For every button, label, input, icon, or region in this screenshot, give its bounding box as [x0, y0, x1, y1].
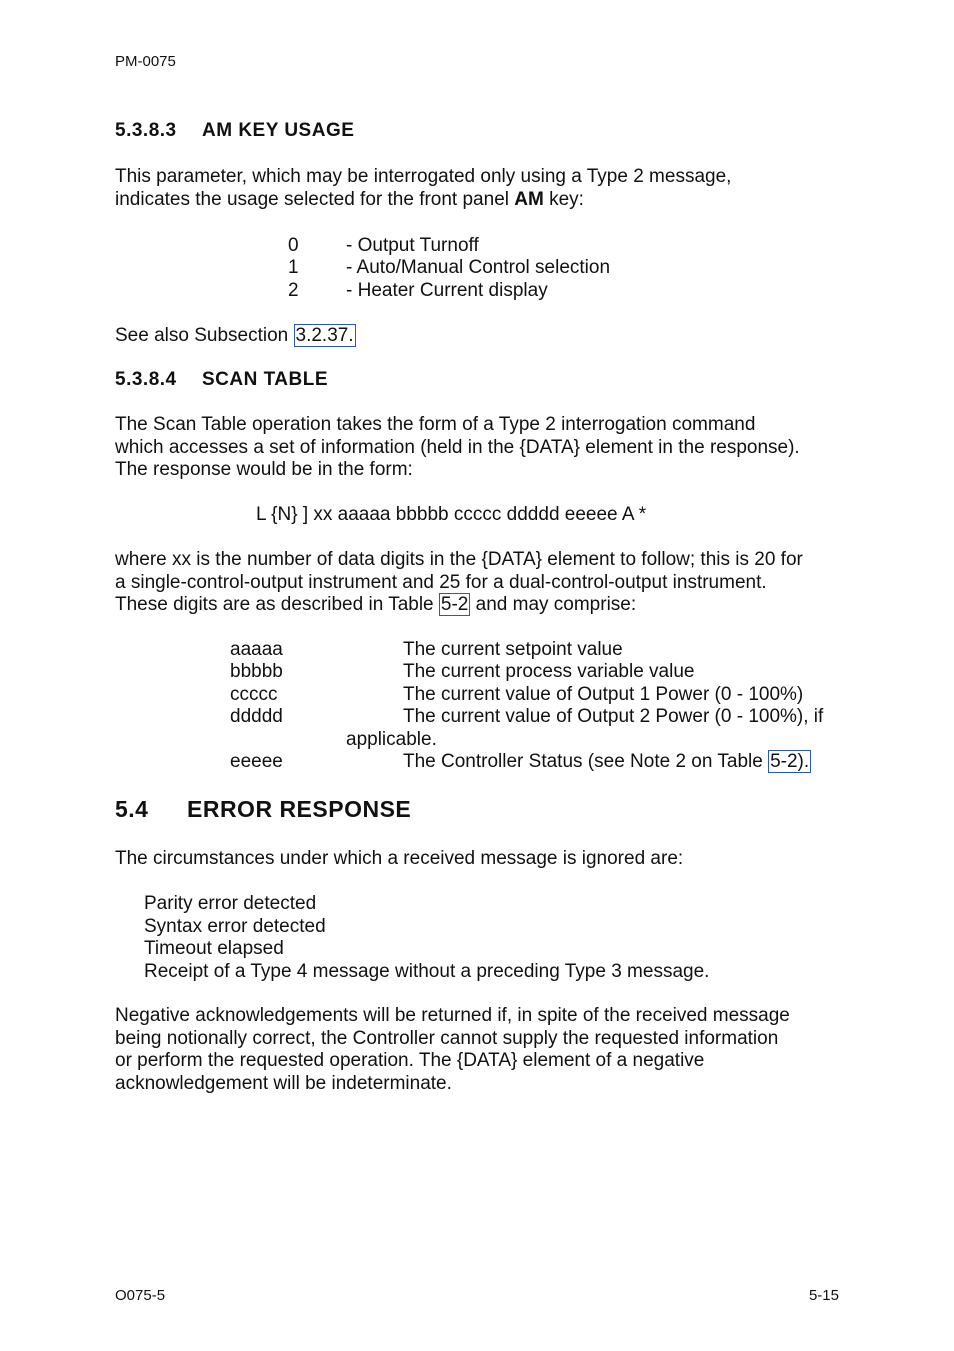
am-para-line-2-post: key: — [543, 189, 584, 210]
am-option-desc: - Output Turnoff — [346, 235, 479, 256]
where-line-1: where xx is the number of data digits in the {DATA} element to follow; this is 20 for — [115, 549, 803, 570]
digit-code: aaaaa — [230, 639, 283, 660]
section-number-54: 5.4 — [115, 796, 149, 822]
table-link-5-2[interactable]: 5-2 — [440, 594, 469, 615]
am-option-code: 0 — [288, 235, 299, 256]
page-footer-page-number: 5-15 — [808, 1287, 839, 1304]
am-para-line-2-pre: indicates the usage selected for the front panel — [115, 189, 515, 210]
am-key-bold: AM — [514, 189, 544, 210]
response-form: L {N} ] xx aaaaa bbbbb ccccc ddddd eeeee A * — [256, 504, 647, 525]
error-condition: Timeout elapsed — [144, 938, 284, 959]
digit-desc: The current process variable value — [403, 661, 695, 682]
nak-line-3: or perform the requested operation. The {DATA} element of a negative — [115, 1050, 705, 1071]
section-number-5383: 5.3.8.3 — [115, 120, 177, 141]
digit-code: ccccc — [230, 684, 278, 705]
am-option-code: 2 — [288, 280, 299, 301]
section-title-scan-table: SCAN TABLE — [202, 369, 329, 390]
nak-line-1: Negative acknowledgements will be returned if, in spite of the received message — [115, 1005, 790, 1026]
eeeee-desc-text: The Controller Status (see Note 2 on Table — [403, 751, 769, 772]
am-para-line-2 — [115, 188, 584, 211]
where-line-3-post: and may comprise: — [470, 594, 637, 615]
digit-code: bbbbb — [230, 661, 283, 682]
see-also-text: See also Subsection — [115, 325, 294, 346]
am-option-desc: - Auto/Manual Control selection — [346, 257, 611, 278]
error-condition: Receipt of a Type 4 message without a preceding Type 3 message. — [144, 961, 710, 982]
page-footer-doc-code: O075-5 — [115, 1287, 166, 1304]
table-link-5-2-note[interactable]: 5-2). — [770, 751, 810, 772]
page-header-doc-id: PM-0075 — [115, 53, 176, 70]
section-number-5384: 5.3.8.4 — [115, 369, 177, 390]
nak-line-4: acknowledgement will be indeterminate. — [115, 1073, 452, 1094]
subsection-link-3-2-37[interactable]: 3.2.37. — [295, 325, 354, 346]
error-condition: Syntax error detected — [144, 916, 326, 937]
section-title-am-key-usage: AM KEY USAGE — [202, 120, 355, 141]
digit-code: eeeee — [230, 751, 283, 772]
digit-code: ddddd — [230, 706, 283, 727]
digit-desc-continued: applicable. — [346, 729, 437, 750]
am-option-desc: - Heater Current display — [346, 280, 548, 301]
nak-line-2: being notionally correct, the Controller cannot supply the requested information — [115, 1028, 779, 1049]
see-also-line — [115, 324, 356, 347]
error-intro: The circumstances under which a received message is ignored are: — [115, 848, 684, 869]
digit-desc: The current value of Output 2 Power (0 - 100%), if — [403, 706, 824, 727]
digit-desc: The current setpoint value — [403, 639, 623, 660]
scan-para-line-1: The Scan Table operation takes the form of a Type 2 interrogation command — [115, 414, 756, 435]
scan-para-line-3: The response would be in the form: — [115, 459, 413, 480]
error-condition: Parity error detected — [144, 893, 317, 914]
scan-para-line-2: which accesses a set of information (held in the {DATA} element in the response). — [115, 437, 800, 458]
digit-desc: The current value of Output 1 Power (0 - 100%) — [403, 684, 804, 705]
where-line-3-pre: These digits are as described in Table — [115, 594, 439, 615]
am-para-line-1: This parameter, which may be interrogated only using a Type 2 message, — [115, 166, 732, 187]
section-title-error-response: ERROR RESPONSE — [187, 796, 412, 822]
digit-desc — [403, 750, 811, 773]
where-line-2: a single-control-output instrument and 25 for a dual-control-output instrument. — [115, 572, 767, 593]
am-option-code: 1 — [288, 257, 299, 278]
where-line-3 — [115, 593, 636, 616]
